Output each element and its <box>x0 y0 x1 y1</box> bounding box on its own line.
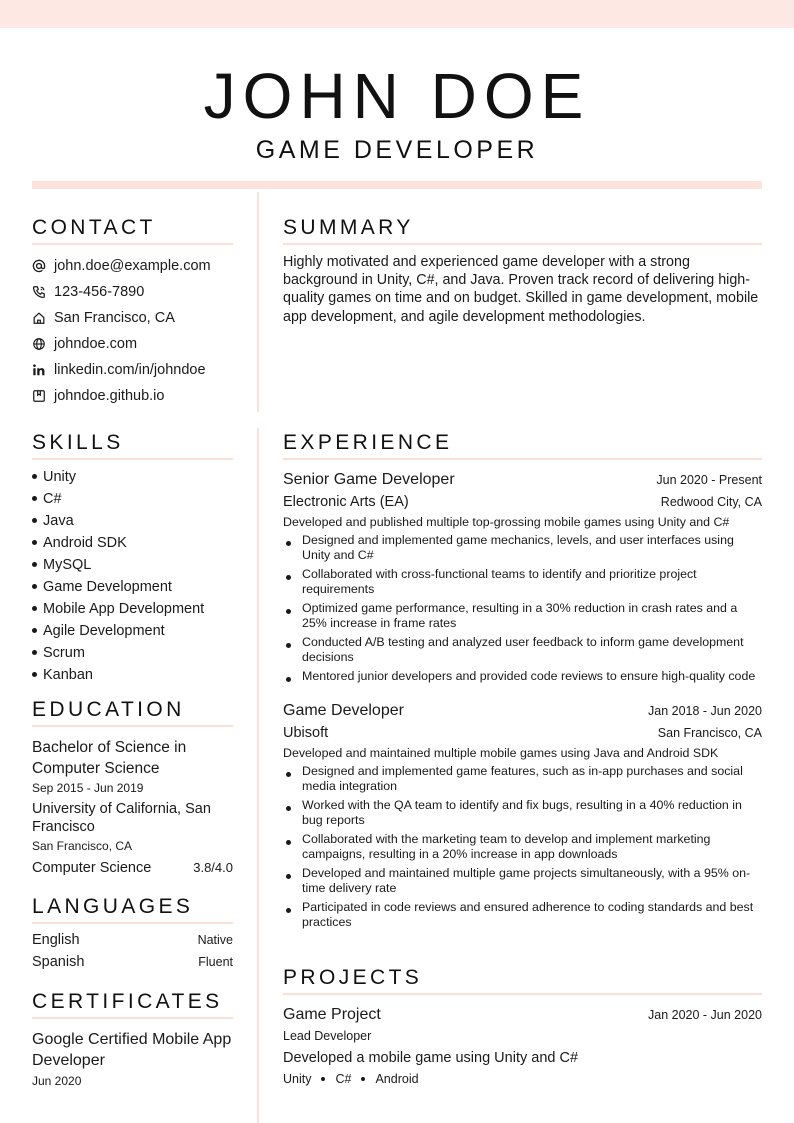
bullet-icon <box>286 643 291 648</box>
bullet-icon <box>32 562 37 567</box>
bullet-icon <box>286 541 291 546</box>
skill-label: Kanban <box>43 667 93 683</box>
job-bullet-text: Optimized game performance, resulting in a 30% reduction in crash rates and a 25% increase in frame rates <box>302 601 738 630</box>
job-bullet <box>283 567 762 597</box>
project-tech-item: Android <box>375 1072 419 1086</box>
skill-item <box>32 533 233 555</box>
separator-dot-icon <box>321 1077 325 1081</box>
job-bullet-text: Designed and implemented game mechanics, levels, and user interfaces using Unity and C# <box>302 533 734 562</box>
project-tech-list <box>283 1070 762 1088</box>
contact-heading: CONTACT <box>32 216 156 239</box>
bullet-icon <box>286 609 291 614</box>
job-description: Developed and published multiple top-grossing mobile games using Unity and C# <box>283 515 730 529</box>
separator-dot-icon <box>361 1077 365 1081</box>
skill-label: C# <box>43 491 62 507</box>
contact-email[interactable] <box>32 253 233 279</box>
candidate-title: GAME DEVELOPER <box>255 136 539 164</box>
linkedin-icon <box>32 363 46 377</box>
job-dates: Jan 2018 - Jun 2020 <box>648 704 762 718</box>
skill-item <box>32 511 233 533</box>
education-field-row <box>32 858 233 878</box>
job-bullet-text: Developed and maintained multiple game projects simultaneously, with a 95% on-time delivery rate <box>302 866 751 895</box>
home-icon <box>32 311 46 325</box>
project-dates: Jan 2020 - Jun 2020 <box>648 1008 762 1022</box>
contact-github-text: johndoe.github.io <box>54 388 165 404</box>
job-bullet <box>283 900 762 930</box>
bullet-icon <box>32 650 37 655</box>
skill-label: Java <box>43 513 74 529</box>
certificate-date: Jun 2020 <box>32 1074 82 1088</box>
project-tech-item: C# <box>335 1072 352 1086</box>
bullet-icon <box>32 672 37 677</box>
job-bullet <box>283 635 762 665</box>
bullet-icon <box>286 677 291 682</box>
bullet-icon <box>286 575 291 580</box>
globe-icon <box>32 337 46 351</box>
job-title: Game Developer <box>283 702 404 719</box>
job-dates: Jun 2020 - Present <box>656 473 762 487</box>
contact-linkedin[interactable] <box>32 357 233 383</box>
summary-section <box>283 216 762 326</box>
education-degree: Bachelor of Science in Computer Science <box>32 739 187 777</box>
job-title: Senior Game Developer <box>283 471 455 488</box>
skill-label: MySQL <box>43 557 92 573</box>
column-divider-top <box>257 192 259 412</box>
skill-item <box>32 577 233 599</box>
section-rule <box>32 1017 233 1019</box>
job-bullet <box>283 832 762 862</box>
projects-heading: PROJECTS <box>283 966 423 989</box>
certificates-heading: CERTIFICATES <box>32 990 223 1013</box>
job-bullet-text: Designed and implemented game features, such as in-app purchases and social media integration <box>302 764 743 793</box>
language-name: English <box>32 932 80 948</box>
skill-item <box>32 621 233 643</box>
skills-section <box>32 431 233 687</box>
skill-item <box>32 555 233 577</box>
languages-section <box>32 895 233 976</box>
summary-text: Highly motivated and experienced game developer with a strong background in Unity, C#, and Java. Proven track record of delivering high-quality games on time and on budget. Skilled in game development, mobile app development, and agile development methodologies. <box>283 254 759 325</box>
bullet-icon <box>286 874 291 879</box>
job-bullet-text: Worked with the QA team to identify and fix bugs, resulting in a 40% reduction in bug reports <box>302 798 742 827</box>
bullet-icon <box>32 496 37 501</box>
project-header <box>283 1004 762 1026</box>
education-dates: Sep 2015 - Jun 2019 <box>32 781 144 795</box>
bullet-icon <box>286 772 291 777</box>
skill-label: Scrum <box>43 645 85 661</box>
resume-header <box>0 62 794 165</box>
contact-location-text: San Francisco, CA <box>54 310 175 326</box>
job-location: Redwood City, CA <box>660 495 762 509</box>
contact-section <box>32 216 233 409</box>
job-bullets <box>283 533 762 684</box>
job-bullet <box>283 601 762 631</box>
skill-item <box>32 599 233 621</box>
section-rule <box>32 922 233 924</box>
job-bullet-text: Mentored junior developers and provided code reviews to ensure high-quality code <box>302 669 756 683</box>
job-bullet <box>283 533 762 563</box>
candidate-name: JOHN DOE <box>203 60 591 132</box>
experience-heading: EXPERIENCE <box>283 431 453 454</box>
bullet-icon <box>286 806 291 811</box>
job-location: San Francisco, CA <box>657 726 762 740</box>
job-company: Ubisoft <box>283 725 329 741</box>
language-row <box>32 954 233 976</box>
contact-location <box>32 305 233 331</box>
job-bullet-text: Collaborated with cross-functional teams to identify and prioritize project requirements <box>302 567 697 596</box>
skill-label: Android SDK <box>43 535 127 551</box>
skill-item <box>32 489 233 511</box>
job-entry <box>283 700 762 930</box>
skill-item <box>32 467 233 489</box>
job-bullets <box>283 764 762 930</box>
skill-item <box>32 643 233 665</box>
job-bullet <box>283 798 762 828</box>
project-tech-item: Unity <box>283 1072 312 1086</box>
skills-list <box>32 467 233 687</box>
header-divider <box>32 181 762 189</box>
contact-github[interactable] <box>32 383 233 409</box>
certificate-name: Google Certified Mobile App Developer <box>32 1031 232 1069</box>
languages-heading: LANGUAGES <box>32 895 194 918</box>
skill-label: Mobile App Development <box>43 601 205 617</box>
skills-heading: SKILLS <box>32 431 124 454</box>
bullet-icon <box>32 584 37 589</box>
job-bullet <box>283 764 762 794</box>
bullet-icon <box>32 606 37 611</box>
project-description: Developed a mobile game using Unity and C# <box>283 1050 579 1066</box>
language-name: Spanish <box>32 954 85 970</box>
job-entry <box>283 469 762 684</box>
section-rule <box>32 243 233 245</box>
contact-website[interactable] <box>32 331 233 357</box>
bullet-icon <box>32 474 37 479</box>
contact-phone[interactable] <box>32 279 233 305</box>
certificates-section <box>32 990 233 1090</box>
bullet-icon <box>286 908 291 913</box>
skill-item <box>32 665 233 687</box>
bullet-icon <box>32 540 37 545</box>
job-bullet-text: Conducted A/B testing and analyzed user feedback to inform game development decisions <box>302 635 744 664</box>
language-level: Native <box>197 933 233 947</box>
project-role: Lead Developer <box>283 1029 372 1043</box>
languages-list <box>32 932 233 976</box>
section-rule <box>283 243 762 245</box>
github-icon <box>32 389 46 403</box>
skill-label: Game Development <box>43 579 172 595</box>
contact-list <box>32 253 233 409</box>
column-divider-bottom <box>257 428 259 1123</box>
education-gpa: 3.8/4.0 <box>193 860 233 875</box>
education-location: San Francisco, CA <box>32 839 133 853</box>
at-sign-icon <box>32 259 46 273</box>
contact-phone-text: 123-456-7890 <box>54 284 145 300</box>
section-rule <box>283 993 762 995</box>
job-bullet-text: Collaborated with the marketing team to develop and implement marketing campaigns, resulting in a 20% increase in app downloads <box>302 832 711 861</box>
skill-label: Unity <box>43 469 77 485</box>
contact-email-text: john.doe@example.com <box>54 258 211 274</box>
contact-website-text: johndoe.com <box>54 336 138 352</box>
bullet-icon <box>32 518 37 523</box>
section-rule <box>32 725 233 727</box>
bullet-icon <box>32 628 37 633</box>
section-rule <box>283 458 762 460</box>
phone-icon <box>32 285 46 299</box>
project-title: Game Project <box>283 1006 381 1023</box>
education-school: University of California, San Francisco <box>32 801 211 835</box>
bullet-icon <box>286 840 291 845</box>
education-heading: EDUCATION <box>32 698 185 721</box>
job-bullet <box>283 866 762 896</box>
language-level: Fluent <box>198 955 233 969</box>
section-rule <box>32 458 233 460</box>
education-field: Computer Science <box>32 860 152 876</box>
language-row <box>32 932 233 954</box>
contact-linkedin-text: linkedin.com/in/johndoe <box>54 362 206 378</box>
experience-section <box>283 431 762 934</box>
projects-section <box>283 966 762 1088</box>
job-bullet <box>283 669 762 684</box>
top-accent-band <box>0 0 794 28</box>
summary-heading: SUMMARY <box>283 216 414 239</box>
skill-label: Agile Development <box>43 623 165 639</box>
job-bullet-text: Participated in code reviews and ensured adherence to coding standards and best practices <box>302 900 754 929</box>
job-company: Electronic Arts (EA) <box>283 494 409 510</box>
education-section <box>32 698 233 878</box>
job-description: Developed and maintained multiple mobile games using Java and Android SDK <box>283 746 719 760</box>
